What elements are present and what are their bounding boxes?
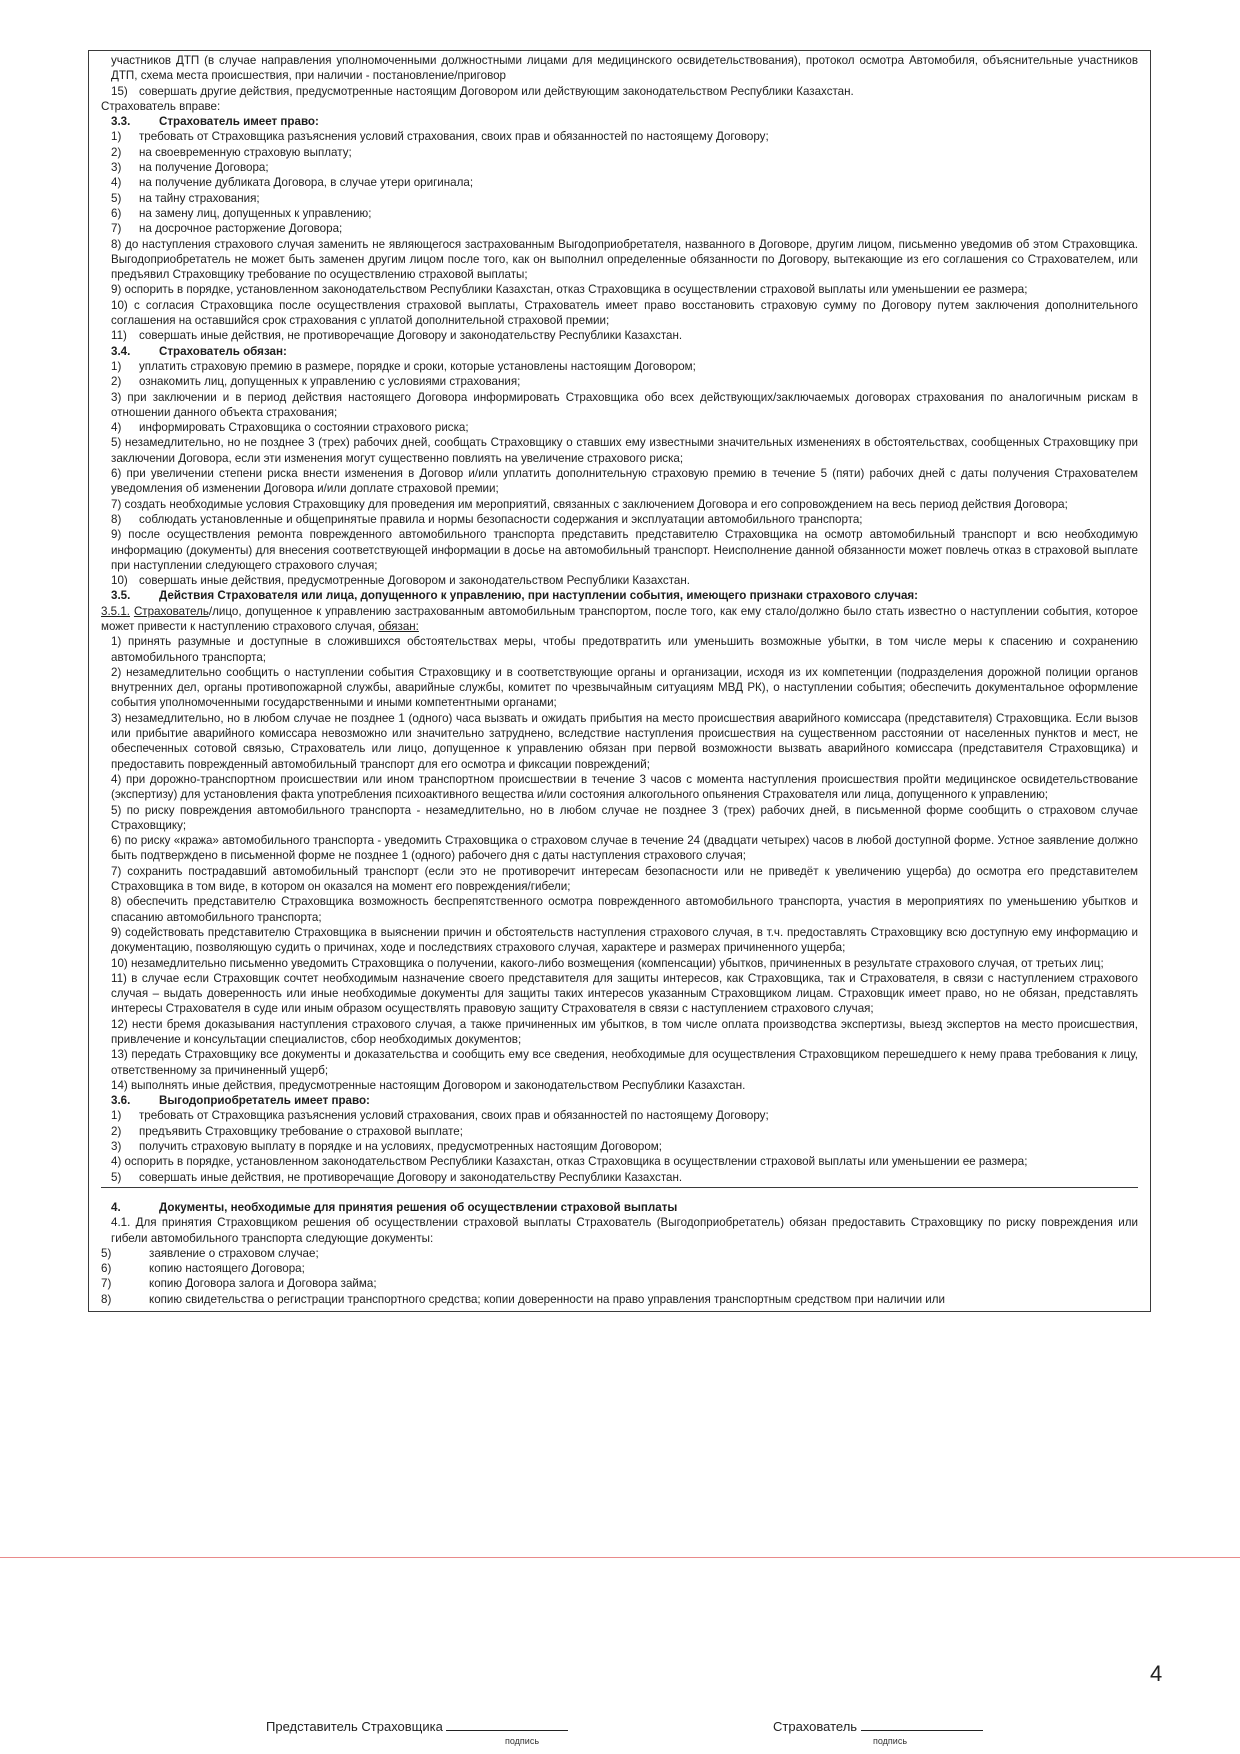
list-item [101, 1276, 1138, 1291]
list-item-text: предъявить Страховщику требование о страховой выплате; [139, 1124, 463, 1138]
list-item-text: ознакомить лиц, допущенных к управлению с условиями страхования; [139, 375, 521, 389]
list-item-text: на получение дубликата Договора, в случае утери оригинала; [139, 176, 474, 190]
list-item [101, 145, 1138, 160]
section-rights-obligations [101, 53, 1138, 1188]
list-item-number: 6) [101, 1262, 112, 1276]
list-item [101, 573, 1138, 588]
list-item-number: 7) [101, 1277, 112, 1291]
insured-label: Страхователь [773, 1719, 858, 1734]
section-heading [101, 344, 1138, 359]
insured-signature-caption: подпись [873, 1736, 908, 1746]
insurer-rep-label: Представитель Страховщика [266, 1719, 443, 1734]
list-item-text: на получение Договора; [139, 161, 269, 175]
subsection-lead: Страхователь [133, 604, 209, 618]
scan-artifact-line [0, 1557, 1240, 1558]
paragraph: 5) по риску повреждения автомобильного транспорта - незамедлительно, но в любом случае не позднее 3 (трех) рабочих дней, в письменной форме сообщить о страховом случае Страховщику; [111, 803, 1138, 832]
list-item-text: заявление о страховом случае; [149, 1246, 319, 1260]
list-item-text: информировать Страховщика о состоянии страхового риска; [139, 421, 469, 435]
list-item [101, 1246, 1138, 1261]
contract-text-frame [88, 50, 1151, 1312]
insurer-signature-block [266, 1718, 568, 1734]
list-item-number: 1) [111, 359, 122, 373]
insurer-signature-caption: подпись [505, 1736, 540, 1746]
section-number: 3.3. [111, 115, 131, 129]
list-item [101, 1139, 1138, 1154]
section-heading [101, 1093, 1138, 1108]
section-heading [101, 114, 1138, 129]
list-item [101, 328, 1138, 343]
list-item-number: 4) [111, 176, 122, 190]
list-item [101, 175, 1138, 190]
list-item-number: 8) [111, 512, 122, 526]
page-number: 4 [1150, 1661, 1163, 1686]
list-item-text: копию свидетельства о регистрации транспортного средства; копии доверенности на право управления транспортным средством при наличии или [149, 1292, 946, 1306]
paragraph: 12) нести бремя доказывания наступления страхового случая, а также причиненных им убытков, в том числе оплата производства экспертизы, выезд экспертов на место происшествия, привлечение и консультации специалистов, сбор необходимых документов; [111, 1017, 1138, 1046]
list-item-number: 7) [111, 222, 122, 236]
list-item-text: копию настоящего Договора; [149, 1262, 305, 1276]
list-item [101, 420, 1138, 435]
paragraph: 9) содействовать представителю Страховщика в выяснении причин и обстоятельств наступления страхового случая, в т.ч. предоставлять Страховщику всю доступную ему информацию и документацию, позволяющую судить о причинах, ходе и последствиях страхового случая, характере и размерах причиненного ущерба; [111, 925, 1138, 955]
list-item-number: 5) [111, 1170, 122, 1184]
list-item [101, 84, 1138, 99]
list-item-text: на замену лиц, допущенных к управлению; [139, 206, 372, 220]
list-item [101, 221, 1138, 236]
section-title: Выгодоприобретатель имеет право: [159, 1094, 370, 1108]
subsection-number: 3.5.1. [101, 604, 131, 618]
list-item [101, 1170, 1138, 1185]
insurer-signature-line [446, 1718, 568, 1731]
paragraph: 2) незамедлительно сообщить о наступлении события Страховщику и в соответствующие органы и организации, исходя из их компетенции (подразделения дорожной полиции органов внутренних дел, органы противопожарной службы, аварийные службы, комитет по чрезвычайным ситуациям МВД РК), о наступлении события; обеспечить документальное оформление события уполномоченными государственными и иными компетентными органами; [111, 665, 1138, 710]
paragraph: 10) с согласия Страховщика после осуществления страховой выплаты, Страхователь имеет право восстановить страховую сумму по Договору путем заключения дополнительного соглашения на оставшийся срок страхования с уплатой дополнительной страховой премии; [111, 298, 1138, 328]
paragraph: 6) при увеличении степени риска внести изменения в Договор и/или уплатить дополнительную страховую премию в течение 5 (пяти) рабочих дней с даты получения Страхователем уведомления об изменении Договора и/или доплате страховой премии; [111, 467, 1138, 496]
list-item-number: 10) [111, 574, 128, 588]
list-item-number: 1) [111, 1109, 122, 1123]
list-item-text: на тайну страхования; [139, 191, 260, 205]
list-item-number: 6) [111, 206, 122, 220]
list-item-number: 15) [111, 84, 128, 98]
list-item [101, 1261, 1138, 1276]
list-item [101, 1124, 1138, 1139]
section-title: Действия Страхователя или лица, допущенного к управлению, при наступлении события, имеющего признаки страхового случая: [159, 589, 919, 603]
section-number: 4. [111, 1200, 121, 1214]
paragraph: 3) незамедлительно, но в любом случае не позднее 1 (одного) часа вызвать и ожидать прибытия на место происшествия аварийного комиссара (представителя) Страховщика. Если вызов или прибытие аварийного комиссара невозможно или значительно затруднено, вследствие наступления происшествия на существенном расстоянии от населенных пунктов и мест, не обеспеченных сотовой связью, Страхователь или лицо, допущенное к управлению обязан при первой возможности вызвать аварийного комиссара (представителя Страховщика) и предоставить поврежденный автомобильный транспорт для его осмотра и фиксации повреждений; [111, 711, 1138, 771]
section-number: 3.5. [111, 589, 131, 603]
list-item [101, 191, 1138, 206]
paragraph: Страхователь вправе: [101, 99, 221, 113]
list-item-text: получить страховую выплату в порядке и на условиях, предусмотренных настоящим Договором; [139, 1140, 662, 1154]
insured-signature-line [861, 1718, 983, 1731]
list-item-text: требовать от Страховщика разъяснения условий страхования, своих прав и обязанностей по настоящему Договору; [139, 130, 769, 144]
section-title: Страхователь обязан: [159, 344, 287, 358]
list-item-text: совершать другие действия, предусмотренные настоящим Договором или действующим законодательством Республики Казахстан. [139, 84, 854, 98]
paragraph: 13) передать Страховщику все документы и доказательства и сообщить ему все сведения, необходимые для осуществления Страховщиком перешедшего к нему права требования к лицу, ответственному за причиненный ущерб; [111, 1048, 1138, 1077]
subsection-paragraph [101, 604, 1138, 635]
section-heading [101, 588, 1138, 603]
paragraph: 14) выполнять иные действия, предусмотренные настоящим Договором и законодательством Республики Казахстан. [111, 1078, 746, 1092]
list-item-number: 2) [111, 145, 122, 159]
paragraph: 10) незамедлительно письменно уведомить Страховщика о получении, какого-либо возмещения (компенсации) убытков, причиненных в результате страхового случая, от третьих лиц; [111, 956, 1104, 970]
insured-signature-block [773, 1718, 983, 1734]
list-item-text: совершать иные действия, предусмотренные Договором и законодательством Республики Казахстан. [139, 574, 690, 588]
list-item [101, 512, 1138, 527]
list-item-text: уплатить страховую премию в размере, порядке и сроки, которые установлены настоящим Договором; [139, 359, 696, 373]
paragraph: участников ДТП (в случае направления уполномоченными должностными лицами для медицинского освидетельствования), протокол осмотра Автомобиля, объяснительные участников ДТП, схема места происшествия, при наличии - постановление/приговор [111, 54, 1138, 83]
list-item-number: 5) [101, 1246, 112, 1260]
paragraph: 4.1. Для принятия Страховщиком решения об осуществлении страховой выплаты Страхователь (Выгодоприобретатель) обязан предоставить Страховщику по риску повреждения или гибели автомобильного транспорта следующие документы: [111, 1216, 1138, 1245]
section-documents-for-payout [101, 1188, 1138, 1307]
list-item-text: на своевременную страховую выплату; [139, 145, 352, 159]
section-title: Страхователь имеет право: [159, 115, 319, 129]
list-item-number: 2) [111, 1124, 122, 1138]
list-item [101, 1292, 1138, 1307]
section-title: Документы, необходимые для принятия решения об осуществлении страховой выплаты [159, 1200, 678, 1214]
paragraph: 1) принять разумные и доступные в сложившихся обстоятельствах меры, чтобы предотвратить или уменьшить возможные убытки, в том числе меры к спасению и сохранению автомобильного транспорта; [111, 635, 1138, 664]
list-item-text: требовать от Страховщика разъяснения условий страхования, своих прав и обязанностей по настоящему Договору; [139, 1109, 769, 1123]
list-item [101, 374, 1138, 389]
paragraph: 8) обеспечить представителю Страховщика возможность беспрепятственного осмотра поврежденного автомобильного транспорта, участия в мероприятиях по уменьшению убытков и спасанию автомобильного транспорта; [111, 895, 1138, 924]
paragraph: 4) оспорить в порядке, установленном законодательством Республики Казахстан, отказ Страховщика в осуществлении страховой выплаты или уменьшении ее размера; [111, 1155, 1028, 1169]
list-item [101, 1108, 1138, 1123]
list-item-number: 3) [111, 1140, 122, 1154]
list-item [101, 359, 1138, 374]
paragraph: 5) незамедлительно, но не позднее 3 (трех) рабочих дней, сообщать Страховщику о ставших ему известными значительных изменениях в обстоятельствах, сообщенных Страховщику при заключении Договора, если эти изменения могут существенно повлиять на увеличение страхового риска; [111, 436, 1138, 465]
paragraph: 4) при дорожно-транспортном происшествии или ином транспортном происшествии в течение 3 часов с момента наступления происшествия пройти медицинское освидетельствование (экспертизу) для установления факта употребления психоактивного вещества и/или состояния алкогольного опьянения Страхователя или лица, допущенного к управлению; [111, 772, 1138, 802]
list-item-text: совершать иные действия, не противоречащие Договору и законодательству Республики Казахстан. [139, 329, 683, 343]
list-item-number: 8) [101, 1292, 112, 1306]
list-item [101, 206, 1138, 221]
section-number: 3.6. [111, 1094, 131, 1108]
list-item-number: 5) [111, 191, 122, 205]
section-heading [101, 1200, 1138, 1215]
paragraph: 6) по риску «кража» автомобильного транспорта - уведомить Страховщика о страховом случае в течение 24 (двадцати четырех) часов в любой доступной форме. Устное заявление должно быть подтверждено в письменной форме не позднее 1 (одного) рабочего дня с даты наступления страхового случая; [111, 834, 1138, 863]
paragraph: 9) оспорить в порядке, установленном законодательством Республики Казахстан, отказ Страховщика в осуществлении страховой выплаты или уменьшении ее размера; [111, 283, 1028, 297]
list-item-text: копию Договора залога и Договора займа; [149, 1277, 377, 1291]
paragraph: 7) сохранить пострадавший автомобильный транспорт (если это не противоречит интересам безопасности или не приведёт к увеличению ущерба) до осмотра его представителем Страховщика в том виде, в котором он оказался на момент его повреждения/гибели; [111, 864, 1138, 894]
paragraph: 3) при заключении и в период действия настоящего Договора информировать Страховщика обо всех действующих/заключаемых договорах страхования по аналогичным рискам в отношении данного объекта страхования; [111, 390, 1138, 419]
subsection-text: /лицо, допущенное к управлению застрахованным автомобильным транспортом, после того, как ему стало/должно было стать известно о наступлении события, которое может привести к наступлению страхового случая, [101, 604, 1138, 633]
list-item-number: 2) [111, 375, 122, 389]
subsection-tail: обязан: [378, 619, 419, 633]
list-item-number: 11) [111, 329, 127, 343]
paragraph: 11) в случае если Страховщик сочтет необходимым назначение своего представителя для защиты интересов, как Страховщика, так и Страхователя, в связи с наступлением страхового случая – выдать доверенность или иные необходимые документы для защиты таких интересов указанным Страховщиком лицам. Страховщик имеет право, но не обязан, представлять интересы Страхователя в суде или иным образом осуществлять правовую защиту Страхователя в связи с наступлением страхового случая; [111, 971, 1138, 1016]
list-item [101, 129, 1138, 144]
list-item-text: совершать иные действия, не противоречащие Договору и законодательству Республики Казахстан. [139, 1170, 683, 1184]
list-item-number: 1) [111, 130, 122, 144]
list-item [101, 160, 1138, 175]
section-number: 3.4. [111, 344, 131, 358]
list-item-text: соблюдать установленные и общепринятые правила и нормы безопасности содержания и эксплуатации автомобильного транспорта; [139, 512, 863, 526]
paragraph: 7) создать необходимые условия Страховщику для проведения им мероприятий, связанных с заключением Договора и его сопровождением на весь период действия Договора; [111, 497, 1068, 511]
list-item-text: на досрочное расторжение Договора; [139, 222, 343, 236]
list-item-number: 4) [111, 421, 122, 435]
list-item-number: 3) [111, 161, 122, 175]
paragraph: 8) до наступления страхового случая заменить не являющегося застрахованным Выгодоприобретателя, названного в Договоре, другим лицом, письменно уведомив об этом Страховщика. Выгодоприобретатель не может быть заменен другим лицом после того, как он выполнил определенные обязанности по Договору, вытекающие из его соглашения со Страхователем, или предъявил Страховщику требование по осуществлению страховой выплаты; [111, 237, 1138, 282]
paragraph: 9) после осуществления ремонта поврежденного автомобильного транспорта представить представителю Страховщика на осмотр автомобильный транспорт и всю необходимую информацию (документы) для внесения соответствующей информации в досье на автомобильный транспорт. Неисполнение данной обязанности может повлечь отказ в страховой выплате при наступлении следующего страхового случая; [111, 528, 1138, 572]
